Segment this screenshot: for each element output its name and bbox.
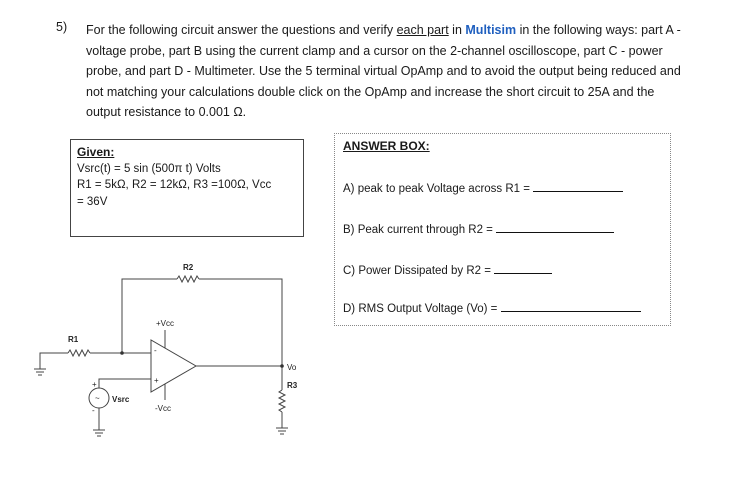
opamp-minus-sign: -	[154, 346, 157, 355]
ground-symbol-r3	[276, 428, 288, 434]
vsrc-tilde: ~	[95, 394, 100, 403]
each-part-underlined: each part	[396, 23, 449, 37]
r2-resistor	[177, 276, 199, 282]
vsrc-plus-sign: +	[92, 380, 97, 389]
question-text-3: in the following ways: part A - voltage probe, part B using the current clamp and a cursor on the 2-channel oscilloscope, part C - power probe, and part D - Multimeter. Use the 5 terminal virtual OpAmp and to avoid the output being reduced and not matching your calculations double click on the OpAmp and increase the short circuit to 25A and the output resistance to 0.001 Ω.	[86, 23, 681, 119]
opamp-plus-sign: +	[154, 376, 159, 385]
r1-left-ground-wire	[40, 353, 68, 369]
r1-label: R1	[68, 335, 79, 344]
r3-label: R3	[287, 381, 298, 390]
question-text-1: For the following circuit answer the questions and verify	[86, 23, 397, 37]
vo-label: Vo	[287, 363, 297, 372]
ground-symbol-left	[34, 369, 46, 375]
r1-resistor	[68, 350, 90, 356]
feedback-wire-left	[122, 279, 177, 353]
ground-symbol-source	[93, 430, 105, 436]
vsrc-minus-sign: -	[92, 406, 95, 415]
answer-d-label: D) RMS Output Voltage (Vo) =	[343, 303, 501, 315]
feedback-wire-right	[199, 279, 282, 366]
vsrc-label: Vsrc	[112, 395, 130, 404]
vcc-pos-label: +Vcc	[156, 319, 175, 328]
r2-label: R2	[183, 263, 194, 272]
answer-c-label: C) Power Dissipated by R2 =	[343, 265, 495, 277]
output-node-dot	[280, 364, 284, 368]
given-line-3: = 36V	[77, 195, 108, 208]
noninverting-wire	[99, 379, 151, 388]
r3-resistor	[279, 390, 285, 412]
vcc-neg-label: -Vcc	[155, 404, 171, 413]
question-number: 5)	[56, 20, 68, 34]
answer-box-title: ANSWER BOX:	[343, 139, 430, 153]
given-title: Given:	[77, 145, 115, 159]
feedback-node-dot	[120, 351, 124, 355]
given-line-2: R1 = 5kΩ, R2 = 12kΩ, R3 =100Ω, Vcc	[77, 179, 272, 191]
question-text-2: in	[448, 23, 466, 37]
answer-a-label: A) peak to peak Voltage across R1 =	[343, 183, 534, 195]
given-line-1: Vsrc(t) = 5 sin (500π t) Volts	[77, 162, 221, 175]
answer-b-label: B) Peak current through R2 =	[343, 224, 497, 236]
multisim-highlight: Multisim	[465, 23, 517, 37]
